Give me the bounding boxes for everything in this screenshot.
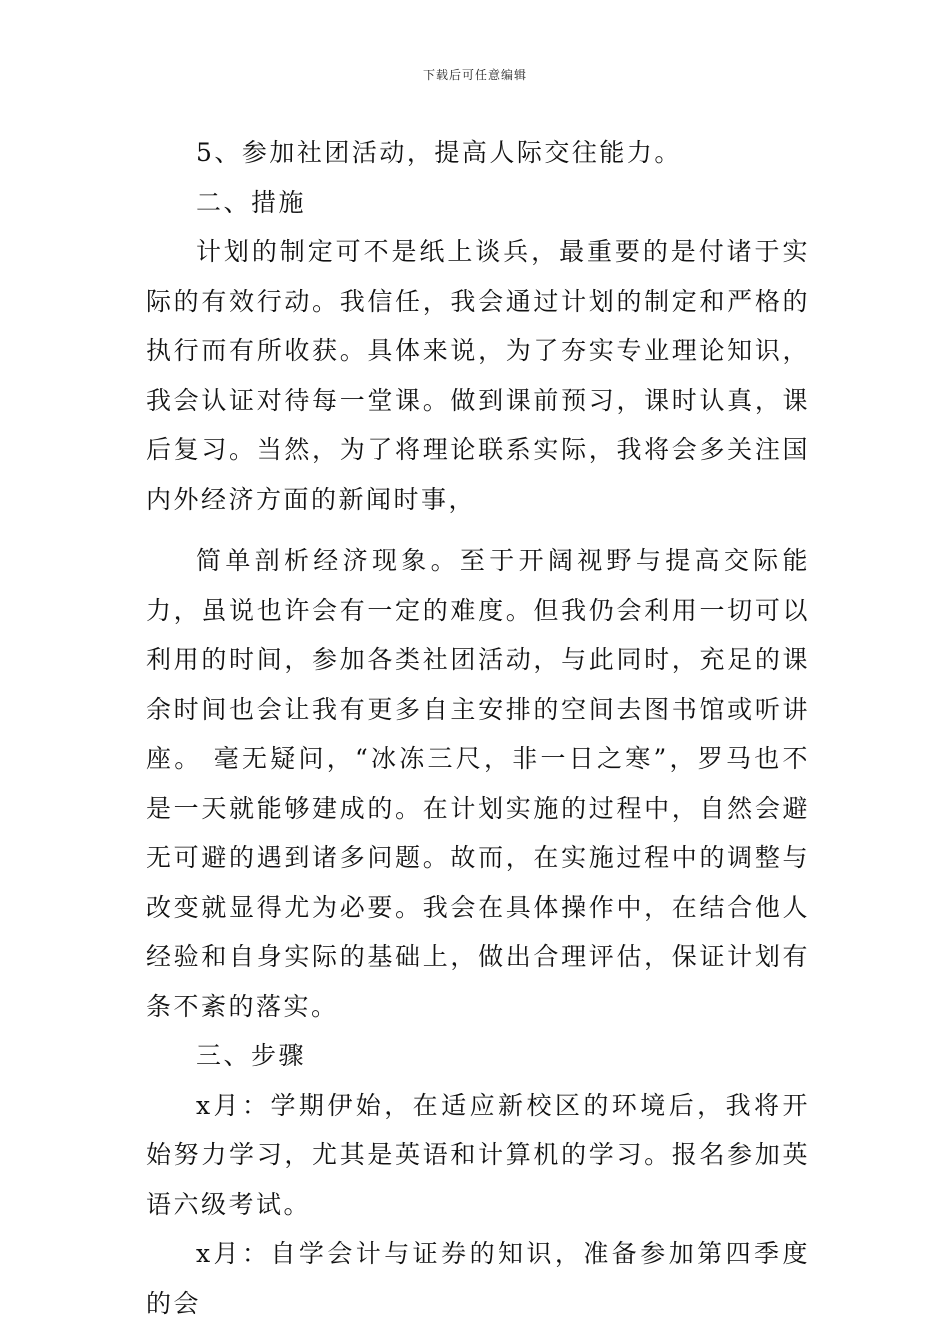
section-heading-steps: 三、步骤: [196, 1041, 307, 1070]
document-body: [146, 128, 810, 1328]
paragraph-step-month-1: x月：学期伊始，在适应新校区的环境后，我将开始努力学习，尤其是英语和计算机的学习。报名参加英语六级考试。: [146, 1090, 810, 1219]
paragraph-measures-2: 简单剖析经济现象。至于开阔视野与提高交际能力，虽说也许会有一定的难度。但我仍会利用一切可以利用的时间，参加各类社团活动，与此同时，充足的课余时间也会让我有更多自主安排的空间去图书馆或听讲座。 毫无疑问，“冰冻三尺，非一日之寒”，罗马也不是一天就能够建成的。在计划实施的过程中，自然会避无可避的遇到诸多问题。故而，在实施过程中的调整与改变就显得尤为必要。我会在具体操作中，在结合他人经验和自身实际的基础上，做出合理评估，保证计划有条不紊的落实。: [146, 546, 810, 1021]
paragraph-measures-1: 计划的制定可不是纸上谈兵，最重要的是付诸于实际的有效行动。我信任，我会通过计划的制定和严格的执行而有所收获。具体来说，为了夯实专业理论知识，我会认证对待每一堂课。做到课前预习，课时认真，课后复习。当然，为了将理论联系实际，我将会多关注国内外经济方面的新闻时事，: [146, 237, 810, 514]
page-header-note: 下载后可任意编辑: [422, 68, 527, 82]
section-heading-measures: 二、措施: [196, 187, 307, 217]
paragraph-step-month-2: x月：自学会计与证券的知识，准备参加第四季度的会: [146, 1239, 810, 1318]
paragraph-goal-5: 5、参加社团活动，提高人际交往能力。: [196, 138, 682, 167]
